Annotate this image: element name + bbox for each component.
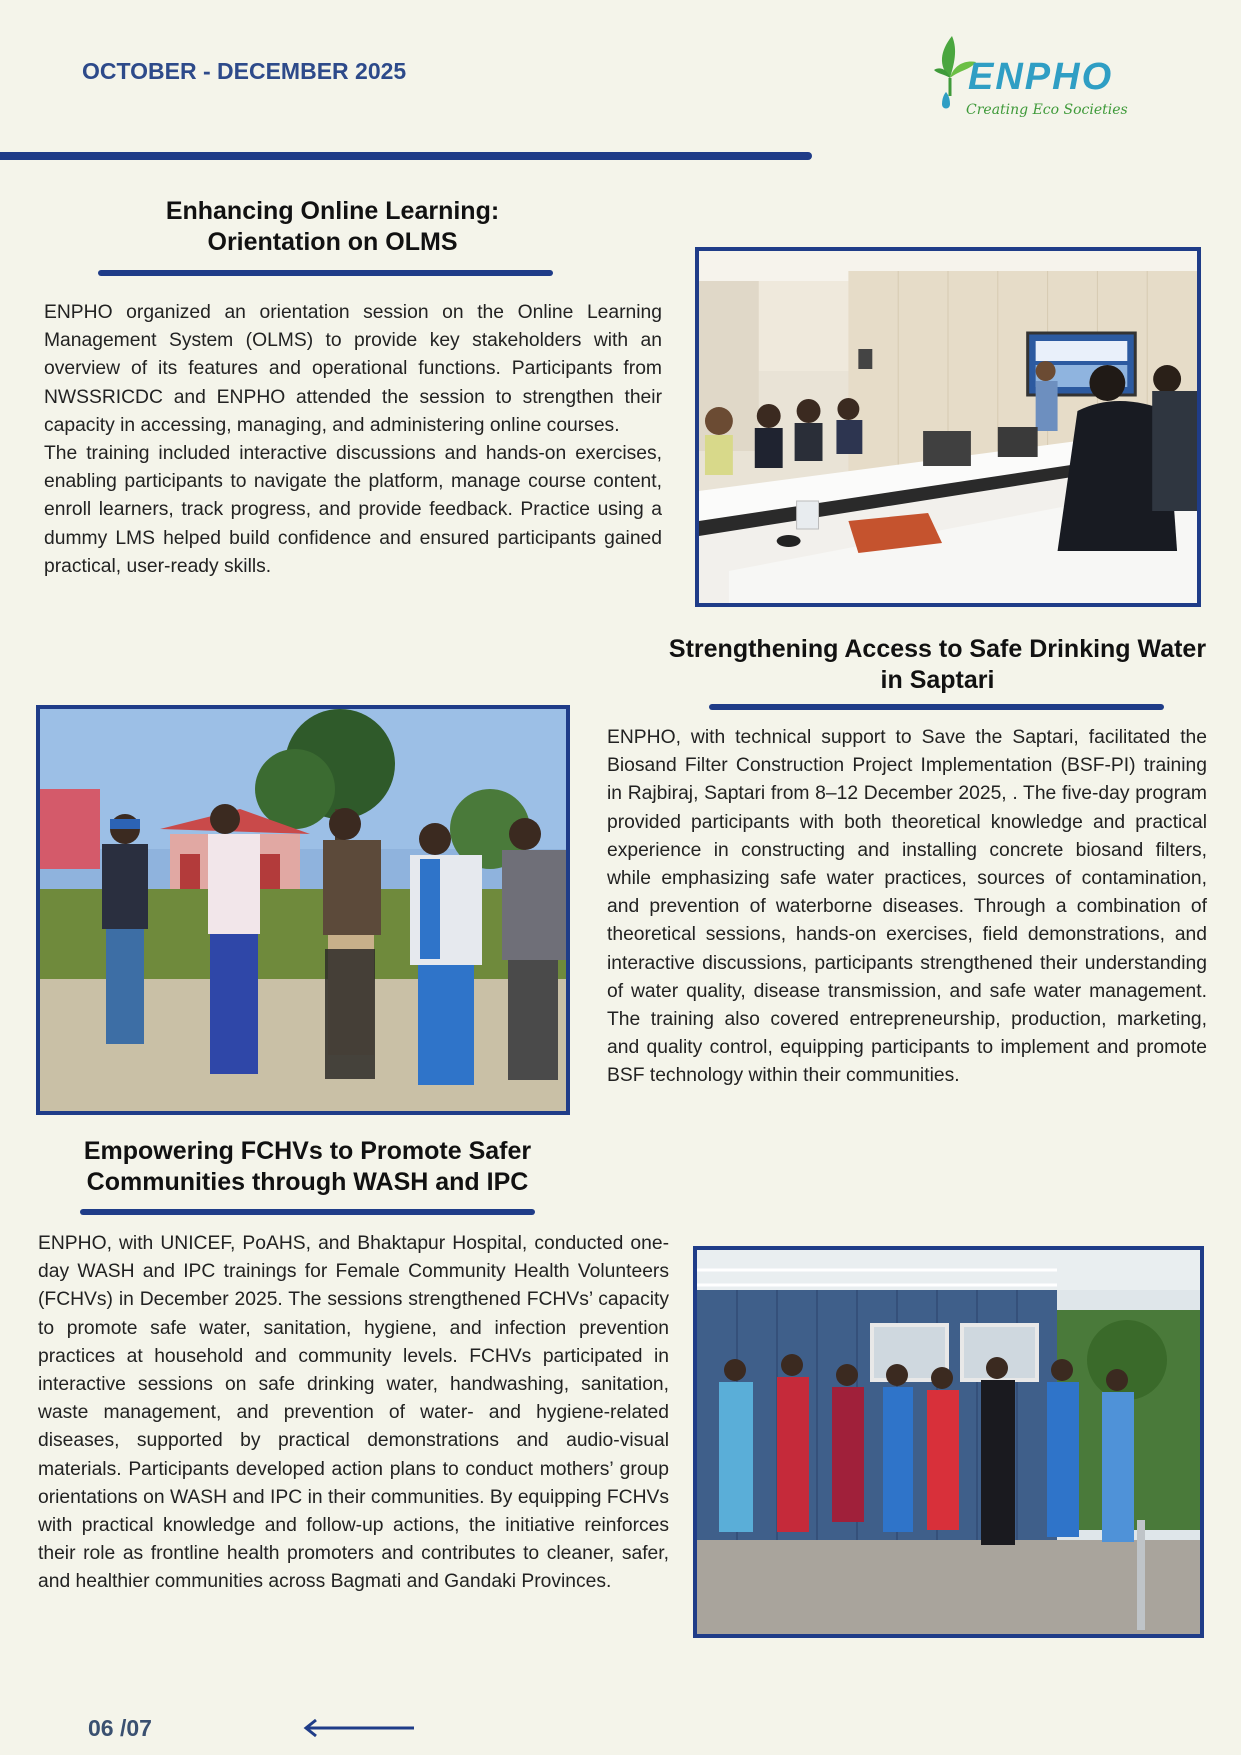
section-title-fchv: Empowering FCHVs to Promote Safer Communities through WASH and IPC: [83, 1137, 532, 1196]
section-title-saptari: Strengthening Access to Safe Drinking Water in Saptari: [668, 635, 1207, 694]
olms-orientation-photo: [695, 247, 1201, 607]
section-underline: [98, 270, 553, 276]
section-body-olms: ENPHO organized an orientation session on the Online Learning Management System (OLMS) to provide key stakeholders with an overview of its features and operational functions. Participants from NWSSRICDC and ENPHO attended the session to strengthen their capacity in accessing, managing, and administering online courses. The training included interactive discussions and hands-on exercises, enabling participants to navigate the platform, manage course content, enroll learners, track progress, and provide feedback. Practice using a dummy LMS helped build confidence and ensured participants gained practical, user-ready skills.: [44, 302, 662, 577]
section-underline: [709, 704, 1164, 710]
biosand-filter-training-photo: [36, 705, 570, 1115]
section-body-fchv: ENPHO, with UNICEF, PoAHS, and Bhaktapur Hospital, conducted one-day WASH and IPC trainings for Female Community Health Volunteers (FCHVs) in December 2025. The sessions strengthened FCHVs’ capacity to promote safe water, sanitation, hygiene, and infection prevention practices at household and community levels. FCHVs participated in interactive sessions on safe drinking water, handwashing, sanitation, waste management, and prevention of water- and hygiene-related diseases, supported by practical demonstrations and audio-visual materials. Participants developed action plans to conduct mothers’ group orientations on WASH and IPC in their communities. By equipping FCHVs with practical knowledge and follow-up actions, the initiative reinforces their role as frontline health promoters and contributes to cleaner, safer, and healthier communities across Bagmati and Gandaki Provinces.: [38, 1233, 669, 1593]
logo-wordmark: ENPHO: [968, 56, 1114, 98]
enpho-logo: [930, 26, 1140, 126]
header-divider: [0, 152, 812, 160]
page-number: 06 /07: [88, 1715, 152, 1741]
section-underline: [80, 1209, 535, 1215]
section-title-olms: Enhancing Online Learning: Orientation on OLMS: [165, 197, 500, 256]
fchv-group-photo: [693, 1246, 1204, 1638]
issue-date-range: OCTOBER - DECEMBER 2025: [82, 58, 407, 84]
logo-tagline: Creating Eco Societies: [966, 102, 1128, 118]
section-body-saptari: ENPHO, with technical support to Save the Saptari, facilitated the Biosand Filter Construction Project Implementation (BSF-PI) training in Rajbiraj, Saptari from 8–12 December 2025, . The five-day program provided participants with both theoretical knowledge and practical experience in constructing and installing concrete biosand filters, while emphasizing safe water practices, sources of contamination, and prevention of waterborne diseases. Through a combination of theoretical sessions, hands-on exercises, field demonstrations, and interactive discussions, participants strengthened their understanding of water quality, disease transmission, and safe water management. The training also covered entrepreneurship, production, marketing, and quality control, equipping participants to implement and promote BSF technology within their communities.: [607, 727, 1207, 1087]
left-arrow-icon[interactable]: [302, 1718, 416, 1738]
